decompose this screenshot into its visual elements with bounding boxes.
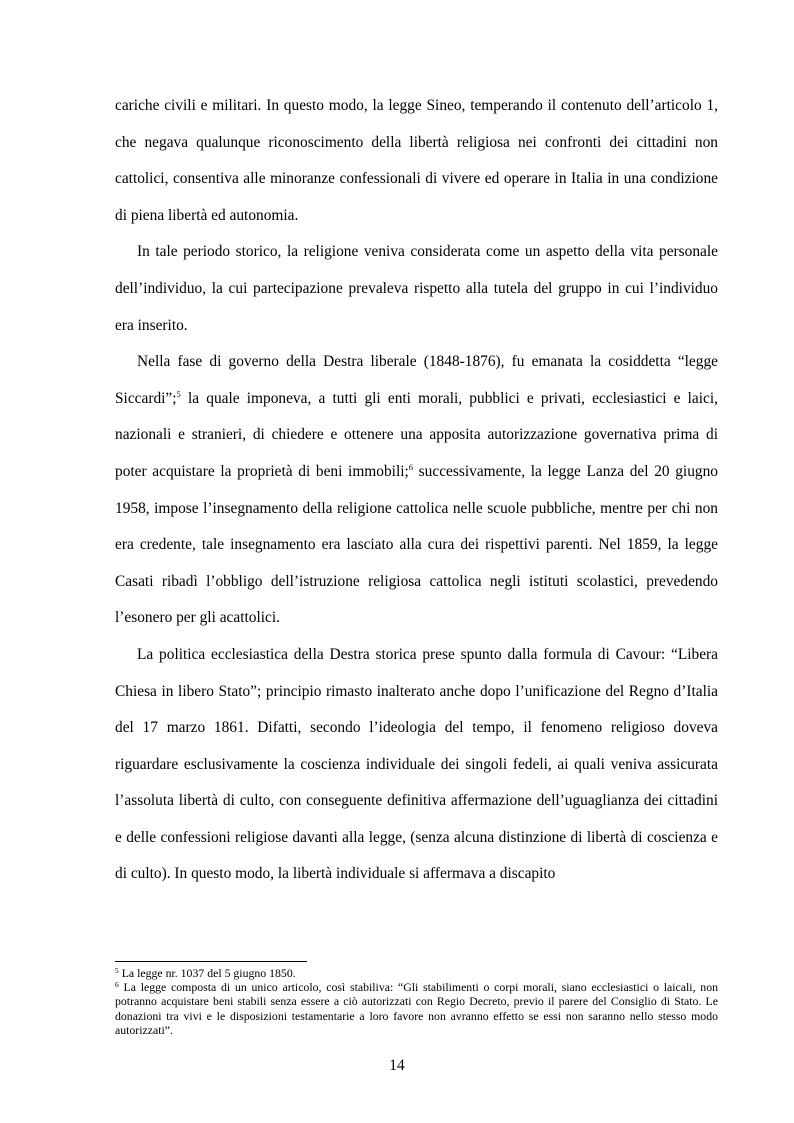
footnote-reference-6[interactable]: 6 [408, 461, 414, 472]
page-number: 14 [389, 1057, 405, 1074]
footnote-number: 5 [115, 966, 119, 975]
paragraph-3 [115, 344, 718, 637]
footnotes [115, 966, 718, 1037]
paragraph-4: La politica ecclesiastica della Destra storica prese spunto dalla formula di Cavour: “Libera Chiesa in libero Stato”; principio rimasto inalterato anche dopo l’unificazione del Regno d’Italia del 17 marzo 1861. Difatti, secondo l’ideologia del tempo, il fenomeno religioso doveva riguardare esclusivamente la coscienza individuale dei singoli fedeli, ai quali veniva assicurata l’assoluta libertà di culto, con conseguente definitiva affermazione dell’uguaglianza dei cittadini e delle confessioni religiose davanti alla legge, (senza alcuna distinzione di libertà di coscienza e di culto). In questo modo, la libertà individuale si affermava a discapito [115, 645, 718, 883]
paragraph-1: cariche civili e militari. In questo modo, la legge Sineo, temperando il contenuto dell’articolo 1, che negava qualunque riconoscimento della libertà religiosa nei confronti dei cittadini non cattolici, consentiva alle minoranze confessionali di vivere ed operare in Italia in una condizione di piena libertà ed autonomia. [115, 97, 718, 224]
body-text [115, 88, 718, 893]
paragraph-3-part-c: successivamente, la legge Lanza del 20 giugno 1958, impose l’insegnamento della religione cattolica nelle scuole pubbliche, mentre per chi non era credente, tale insegnamento era lasciato alla cura dei rispettivi parenti. Nel 1859, la legge Casati ribadì l’obbligo dell’istruzione religiosa cattolica negli istituti scolastici, prevedendo l’esonero per gli acattolici. [115, 462, 718, 627]
footnote-reference-5[interactable]: 5 [176, 388, 181, 399]
footnote-number: 6 [115, 980, 119, 990]
paragraph-3-part-b: la quale imponeva, a tutti gli enti morali, pubblici e privati, ecclesiastici e laici, nazionali e stranieri, di chiedere e ottenere una apposita autorizzazione governativa prima di poter acquistare la proprietà di beni immobili; [115, 389, 718, 480]
footnote-separator [115, 961, 307, 962]
footnote-5 [115, 966, 718, 980]
paragraph-2: In tale periodo storico, la religione veniva considerata come un aspetto della vita personale dell’individuo, la cui partecipazione prevaleva rispetto alla tutela del gruppo in cui l’individuo era inserito. [115, 243, 718, 334]
footnote-text: La legge nr. 1037 del 5 giugno 1850. [118, 966, 296, 980]
footnote-text: La legge composta di un unico articolo, così stabiliva: “Gli stabilimenti o corpi morali, siano ecclesiastici o laicali, non potranno acquistare beni stabili senza essere a ciò autorizzati con Regio Decreto, previo il parere del Consiglio di Stato. Le donazioni tra vivi e le disposizioni testamentarie a loro favore non avranno effetto se essi non saranno nello stesso modo autorizzati”. [115, 980, 718, 1037]
footnote-6 [115, 980, 718, 1037]
paragraph-3-part-a: Nella fase di governo della Destra liberale (1848-1876), fu emanata la cosiddetta “legge Siccardi”; [115, 353, 718, 407]
